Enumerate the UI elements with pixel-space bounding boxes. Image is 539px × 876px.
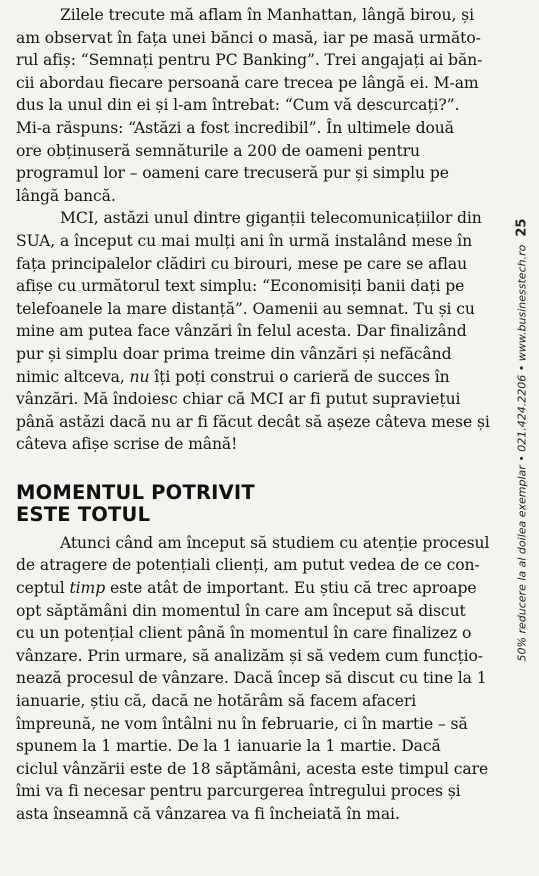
text-line: dus la unul din ei și l-am întrebat: “Cum vă descurcați?”. <box>16 96 460 115</box>
text-run: îți poți construi o carieră de succes în <box>149 367 450 386</box>
paragraph-manhattan <box>16 4 483 207</box>
text-line: cu un potențial client până în momentul în care finalizez o <box>16 624 472 643</box>
text-line: ore obținuseră semnăturile a 200 de oameni pentru <box>16 141 420 160</box>
text-line: MCI, astăzi unul dintre giganții telecomunicațiilor din <box>60 209 482 228</box>
text-line: programul lor – oameni care trecuseră pur și simplu pe <box>16 164 449 183</box>
text-line: împreună, ne vom întâlni nu în februarie, ci în martie – să <box>16 714 468 733</box>
text-line: Zilele trecute mă aflam în Manhattan, lângă birou, și <box>60 6 474 24</box>
text-line: fața principalelor clădiri cu birouri, mese pe care se aflau <box>16 254 468 273</box>
text-line: ciclul vânzării este de 18 săptămâni, acesta este timpul care <box>16 759 489 778</box>
text-line-emphasis <box>16 366 478 389</box>
text-line: cii abordau fiecare persoană care trecea pe lângă ei. M-am <box>16 73 479 92</box>
text-run: ceptul <box>16 579 70 598</box>
emphasized-word: timp <box>69 579 106 598</box>
paragraph-mci <box>16 207 490 456</box>
text-line: Atunci când am început să studiem cu atenție procesul <box>60 533 490 552</box>
paragraph-timing <box>16 532 490 826</box>
heading-line: MOMENTUL POTRIVIT <box>16 480 255 504</box>
promo-text: 50% reducere la al doilea exemplar • 021.424.2206 • www.businesstech.ro <box>515 244 529 662</box>
body-text <box>16 4 490 826</box>
text-run: nimic altceva, <box>16 367 130 386</box>
heading-line: ESTE TOTUL <box>16 502 151 526</box>
text-line: spunem la 1 martie. De la 1 ianuarie la 1 martie. Dacă <box>16 737 441 756</box>
emphasized-word: nu <box>129 367 150 386</box>
text-line: nează procesul de vânzare. Dacă încep să discut cu tine la 1 <box>16 669 487 688</box>
text-line-emphasis <box>16 577 478 600</box>
text-line: SUA, a început cu mai mulți ani în urmă instalând mese în <box>16 231 473 250</box>
text-line: asta înseamnă că vânzarea va fi încheiată în mai. <box>16 805 400 823</box>
text-line: rul afiș: “Semnați pentru PC Banking”. Trei angajați ai băn- <box>16 51 483 70</box>
text-line: opt săptămâni din momentul în care am început să discut <box>16 601 466 620</box>
text-line: afișe cu următorul text simplu: “Economisiți banii dați pe <box>16 277 465 296</box>
section-heading <box>16 482 478 526</box>
text-line: Mi-a răspuns: “Astăzi a fost incredibil”. În ultimele două <box>16 118 454 137</box>
text-line: de atragere de potențiali clienți, am putut vedea de ce con- <box>16 556 480 575</box>
text-line: am observat în fața unei bănci o masă, iar pe masă următo- <box>16 28 481 47</box>
text-line: vânzare. Prin urmare, să analizăm și să vedem cum funcțio- <box>16 646 483 665</box>
text-run: este atât de important. Eu știu că trec aproape <box>105 579 477 598</box>
page-number: 25 <box>514 218 530 237</box>
text-line: pur și simplu doar prima treime din vânzări și nefăcând <box>16 344 452 363</box>
text-line: câteva afișe scrise de mână! <box>16 435 238 454</box>
text-line: până astăzi dacă nu ar fi făcut decât să așeze câteva mese și <box>16 412 490 431</box>
text-line: telefoanele la mare distanță”. Oamenii au semnat. Tu și cu <box>16 299 475 318</box>
text-line: vânzări. Mă îndoiesc chiar că MCI ar fi putut supraviețui <box>16 390 461 409</box>
text-line: îmi va fi necesar pentru parcurgerea întregului proces și <box>16 782 461 801</box>
margin-promo <box>515 219 530 662</box>
text-line: ianuarie, știu că, dacă ne hotărâm să facem afaceri <box>16 692 417 711</box>
text-line: mine am putea face vânzări în felul acesta. Dar finalizând <box>16 322 467 341</box>
text-line: lângă bancă. <box>16 186 116 205</box>
